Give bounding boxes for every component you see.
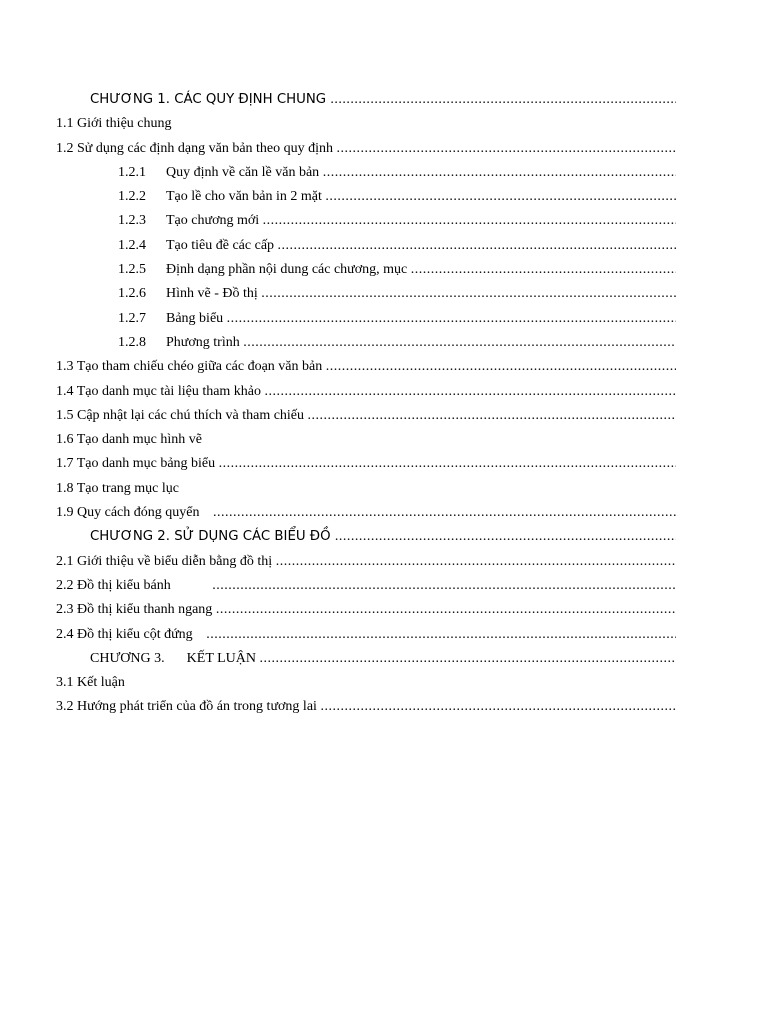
toc-chapter-3-title: KẾT LUẬN [186,650,256,666]
toc-entry-3-1-title: 3.1 Kết luận [56,675,125,691]
toc-entry-1-2-7-number: 1.2.7 [118,310,146,326]
toc-entry-3-2-title: 3.2 Hướng phát triển của đồ án trong tương lai [56,699,317,715]
toc-entry-2-3-title: 2.3 Đồ thị kiểu thanh ngang [56,602,213,618]
toc-chapter-2[interactable] [56,525,676,549]
toc-entry-1-2-6[interactable] [56,282,676,306]
toc-entry-3-2[interactable] [56,695,676,719]
toc-entry-1-2-8-title: Phương trình [166,334,240,350]
toc-entry-1-2[interactable] [56,137,676,161]
toc-entry-1-3-title: 1.3 Tạo tham chiếu chéo giữa các đoạn văn bản [56,359,323,375]
table-of-contents [56,88,676,720]
toc-entry-1-2-5-number: 1.2.5 [118,262,146,278]
toc-entry-1-2-7[interactable] [56,307,676,331]
toc-chapter-3-number: CHƯƠNG 3. [90,650,165,666]
toc-entry-1-2-5-title: Định dạng phần nội dung các chương, mục [166,262,408,278]
toc-entry-1-1[interactable] [56,112,676,136]
toc-entry-1-4[interactable] [56,380,676,404]
toc-entry-2-1-title: 2.1 Giới thiệu về biểu diễn bằng đồ thị [56,553,273,569]
toc-entry-2-2[interactable] [56,574,676,598]
toc-entry-1-6[interactable] [56,428,676,452]
toc-entry-1-3[interactable] [56,355,676,379]
toc-chapter-1[interactable] [56,88,676,112]
toc-entry-1-2-title: 1.2 Sử dụng các định dạng văn bản theo quy định [56,140,334,156]
toc-entry-2-4-title: 2.4 Đồ thị kiểu cột đứng [56,626,193,642]
toc-entry-1-7-title: 1.7 Tạo danh mục bảng biểu [56,456,216,472]
toc-entry-1-2-4[interactable] [56,234,676,258]
toc-entry-2-1[interactable] [56,550,676,574]
toc-entry-1-2-4-title: Tạo tiêu đề các cấp [166,237,275,253]
toc-entry-1-2-5[interactable] [56,258,676,282]
toc-chapter-3[interactable] [56,647,676,671]
toc-entry-1-8[interactable] [56,477,676,501]
toc-entry-1-2-1-number: 1.2.1 [118,164,146,180]
toc-entry-1-2-3-number: 1.2.3 [118,213,146,229]
toc-entry-1-2-2-title: Tạo lề cho văn bản in 2 mặt [166,189,322,205]
toc-entry-1-2-6-title: Hình vẽ - Đồ thị [166,286,258,302]
toc-entry-1-9-title: 1.9 Quy cách đóng quyển [56,505,200,521]
toc-entry-1-2-1[interactable] [56,161,676,185]
toc-chapter-1-title: CHƯƠNG 1. CÁC QUY ĐỊNH CHUNG [90,92,327,107]
toc-entry-1-2-8-number: 1.2.8 [118,334,146,350]
toc-entry-1-2-6-number: 1.2.6 [118,286,146,302]
toc-entry-1-2-4-number: 1.2.4 [118,237,146,253]
toc-entry-1-5[interactable] [56,404,676,428]
toc-entry-3-1[interactable] [56,671,676,695]
toc-entry-1-6-title: 1.6 Tạo danh mục hình vẽ [56,432,202,448]
toc-entry-1-7[interactable] [56,452,676,476]
toc-entry-1-2-3[interactable] [56,209,676,233]
toc-entry-1-2-2[interactable] [56,185,676,209]
toc-entry-1-2-7-title: Bảng biểu [166,310,224,326]
toc-entry-1-9[interactable] [56,501,676,525]
toc-entry-1-1-title: 1.1 Giới thiệu chung [56,116,172,132]
toc-entry-1-4-title: 1.4 Tạo danh mục tài liệu tham khảo [56,383,262,399]
toc-entry-1-5-title: 1.5 Cập nhật lại các chú thích và tham chiếu [56,407,305,423]
toc-entry-1-2-3-title: Tạo chương mới [166,213,260,229]
toc-entry-1-2-8[interactable] [56,331,676,355]
toc-entry-1-2-2-number: 1.2.2 [118,189,146,205]
toc-entry-2-3[interactable] [56,598,676,622]
toc-chapter-2-title: CHƯƠNG 2. SỬ DỤNG CÁC BIỂU ĐỒ [90,529,331,545]
toc-entry-2-4[interactable] [56,623,676,647]
toc-entry-2-2-title: 2.2 Đồ thị kiểu bánh [56,577,171,593]
toc-entry-1-2-1-title: Quy định về căn lề văn bản [166,164,320,180]
toc-entry-1-8-title: 1.8 Tạo trang mục lục [56,480,179,496]
